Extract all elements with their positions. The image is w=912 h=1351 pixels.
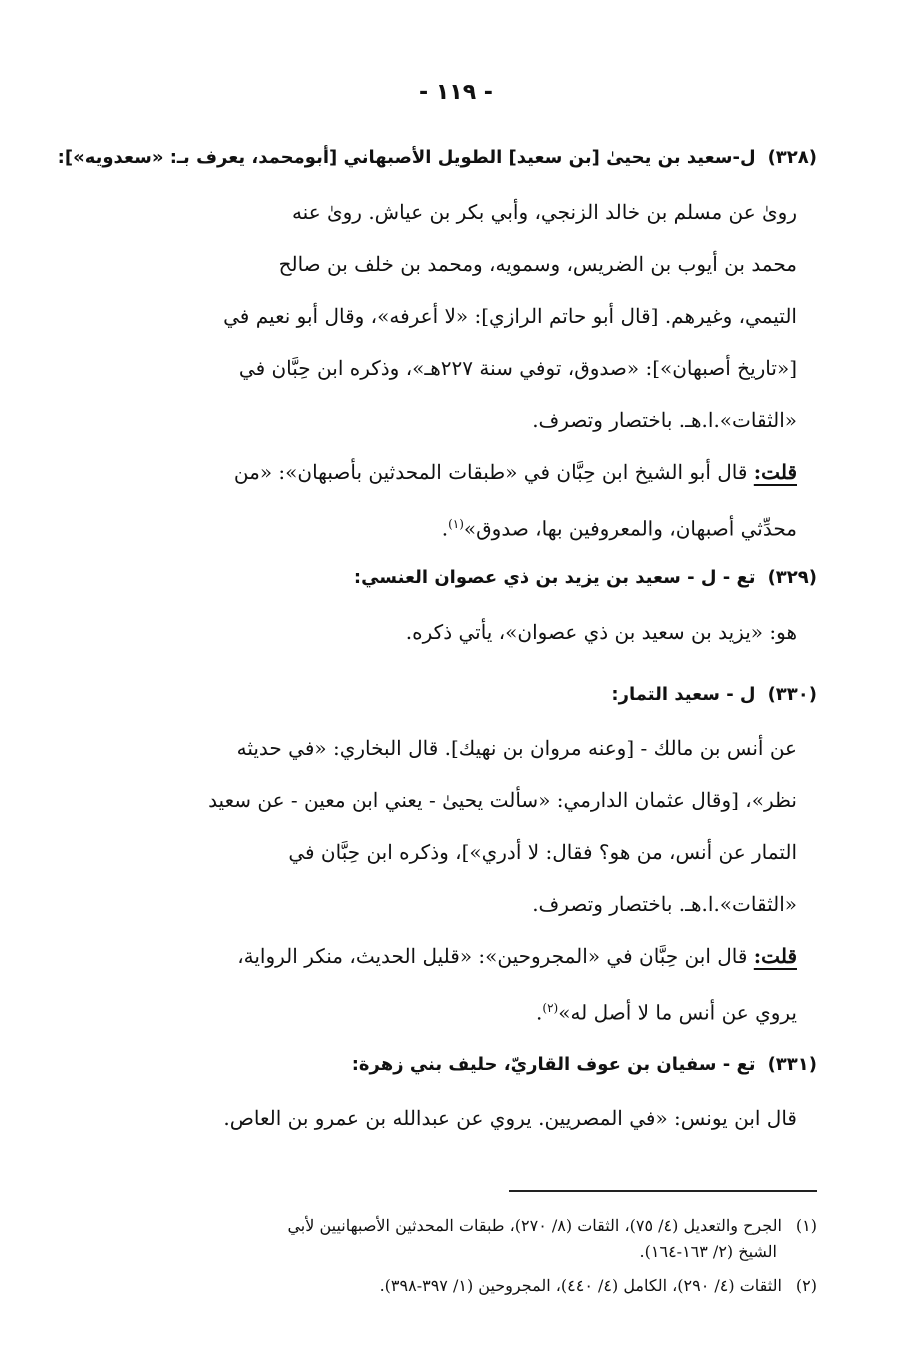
footnote-mark: (١) [795, 1216, 817, 1235]
footnote-ref: (١) [448, 517, 464, 531]
footnote-text: الثقات (٤/ ٢٩٠)، الكامل (٤/ ٤٤٠)، المجروحين (١/ ٣٩٧-٣٩٨). [379, 1276, 782, 1295]
entry-heading-328 [57, 143, 817, 173]
entry-body-328 [115, 186, 797, 550]
body-line: قال ابن يونس: «في المصريين. يروي عن عبدالله بن عمرو بن العاص. [223, 1106, 797, 1130]
body-line: التيمي، وغيرهم. [قال أبو حاتم الرازي]: «لا أعرفه»، وقال أبو نعيم في [223, 304, 797, 328]
entry-number: (٣٢٩) [767, 567, 817, 588]
footnote-mark: (٢) [795, 1276, 817, 1295]
entry-heading-329 [110, 563, 817, 593]
footnote-1 [110, 1213, 817, 1265]
body-line: «الثقات».ا.هـ. باختصار وتصرف. [532, 892, 797, 916]
note-text: قال ابن حِبَّان في «المجروحين»: «قليل الحديث، منكر الرواية، [237, 944, 754, 968]
footnote-text: الجرح والتعديل (٤/ ٧٥)، الثقات (٨/ ٢٧٠)، طبقات المحدثين الأصبهانيين لأبي [287, 1216, 782, 1235]
footnote-2 [110, 1273, 817, 1299]
entry-body-331 [115, 1092, 797, 1144]
note-line [115, 982, 797, 1034]
footnote-separator [509, 1190, 817, 1192]
note-end: . [441, 516, 449, 541]
note-line [115, 498, 797, 550]
note-text: يروي عن أنس ما لا أصل له» [558, 1000, 797, 1025]
body-line: روىٰ عن مسلم بن خالد الزنجي، وأبي بكر بن عياش. روىٰ عنه [291, 200, 797, 224]
body-line: التمار عن أنس، من هو؟ فقال: لا أدري»]، وذكره ابن حِبَّان في [288, 840, 797, 864]
note-text: محدِّثي أصبهان، والمعروفين بها، صدوق» [463, 516, 797, 541]
entry-heading-330 [110, 680, 817, 710]
body-line: نظر»، [وقال عثمان الدارمي: «سألت يحيىٰ - يعني ابن معين - عن سعيد [208, 788, 797, 812]
body-line: عن أنس بن مالك - [وعنه مروان بن نهيك]. قال البخاري: «في حديثه [236, 736, 797, 760]
entry-title: تع - ل - سعيد بن يزيد بن ذي عصوان العنسي: [353, 567, 756, 588]
entry-title: تع - سفيان بن عوف القاريّ، حليف بني زهرة: [351, 1054, 756, 1075]
page-number: - ١١٩ - [419, 80, 493, 105]
note-line [115, 930, 797, 982]
entry-heading-331 [110, 1050, 817, 1080]
footnote-text: الشيخ (٢/ ١٦٣-١٦٤). [639, 1242, 777, 1261]
body-line: «الثقات».ا.هـ. باختصار وتصرف. [532, 408, 797, 432]
body-line: محمد بن أيوب بن الضريس، وسمويه، ومحمد بن خلف بن صالح [278, 252, 797, 276]
note-label: قلت: [753, 460, 797, 484]
note-line [115, 446, 797, 498]
entry-title: ل - سعيد التمار: [611, 684, 756, 705]
note-text: قال أبو الشيخ ابن حِبَّان في «طبقات المحدثين بأصبهان»: «من [233, 460, 754, 484]
entry-body-330 [115, 722, 797, 1034]
entry-number: (٣٣٠) [767, 684, 817, 705]
note-end: . [536, 1000, 543, 1025]
entry-body-329 [115, 606, 797, 658]
entry-title: ل-سعيد بن يحيىٰ [بن سعيد] الطويل الأصبهاني [أبومحمد، يعرف بـ: «سعدويه»]: [57, 147, 756, 168]
footnote-ref: (٢) [542, 1001, 559, 1015]
note-label: قلت: [753, 944, 797, 968]
body-line: هو: «يزيد بن سعيد بن ذي عصوان»، يأتي ذكره. [405, 620, 797, 644]
body-line: [«تاريخ أصبهان»]: «صدوق، توفي سنة ٢٢٧هـ»، وذكره ابن حِبَّان في [238, 356, 797, 380]
entry-number: (٣٣١) [767, 1054, 817, 1075]
entry-number: (٣٢٨) [767, 147, 817, 168]
